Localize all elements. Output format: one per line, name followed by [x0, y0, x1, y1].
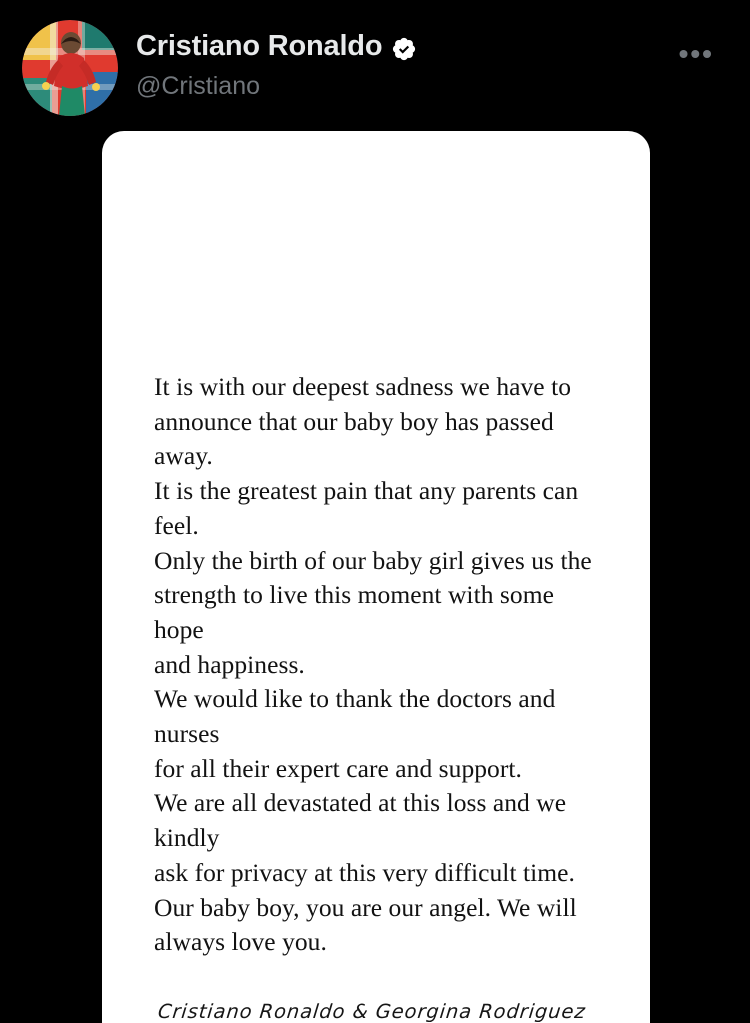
statement-line: always love you. — [154, 927, 327, 957]
statement-text — [102, 131, 650, 1023]
statement-card-wrap — [102, 131, 650, 1023]
display-name-row[interactable] — [136, 30, 417, 63]
tweet-header — [0, 0, 750, 116]
avatar[interactable] — [22, 20, 118, 116]
statement-line: and happiness. — [154, 649, 305, 679]
more-options-icon[interactable]: ••• — [678, 38, 714, 69]
statement-line: announce that our baby boy has passed away. — [154, 406, 554, 471]
statement-image[interactable] — [102, 131, 650, 1023]
display-name[interactable]: Cristiano Ronaldo — [136, 30, 383, 62]
author-name-block — [136, 20, 417, 101]
statement-line: strength to live this moment with some hope — [154, 580, 554, 644]
statement-line: for all their expert care and support. — [154, 753, 522, 783]
verified-badge-icon — [391, 36, 417, 62]
statement-line: It is with our deepest sadness we have to — [154, 372, 572, 401]
statement-line: ask for privacy at this very difficult time. — [154, 857, 575, 887]
statement-line: It is the greatest pain that any parents can feel. — [154, 476, 579, 540]
statement-line: We are all devastated at this loss and we kindly — [154, 788, 567, 853]
statement-line: Our baby boy, you are our angel. We will — [154, 892, 577, 922]
statement-line: Only the birth of our baby girl gives us the — [154, 545, 592, 575]
author-handle[interactable]: @Cristiano — [136, 72, 261, 101]
signature: Cristiano Ronaldo & Georgina Rodriguez — [156, 999, 587, 1023]
statement-line: We would like to thank the doctors and nurses — [154, 684, 556, 749]
